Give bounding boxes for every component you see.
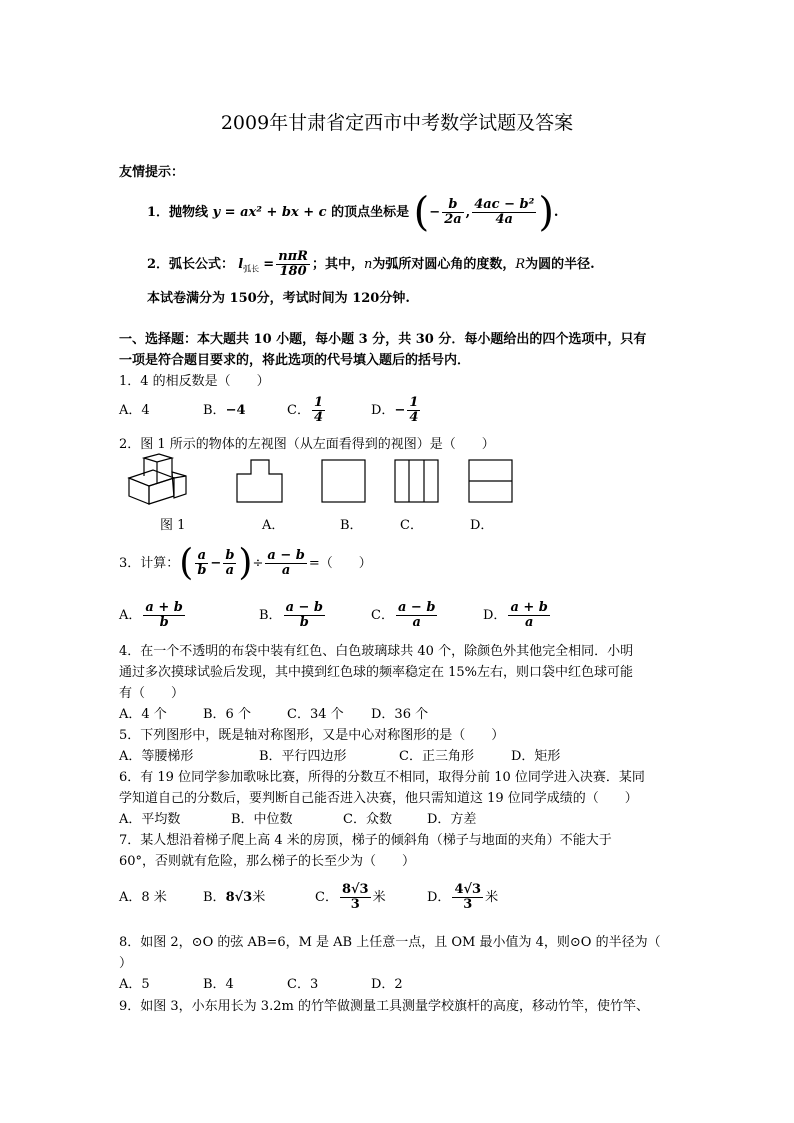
q3-div: ÷ xyxy=(252,556,264,571)
q3-frac-3 xyxy=(265,549,306,579)
tip2-n: n xyxy=(363,257,373,272)
q6-option-b: B．中位数 xyxy=(231,812,293,827)
q3-option-b xyxy=(259,594,327,638)
right-paren: ) xyxy=(538,189,554,236)
q5-option-c: C．正三角形 xyxy=(399,749,474,764)
tip2-R: R xyxy=(515,257,526,272)
option-d-shape xyxy=(469,460,512,502)
frac-denominator: 3 xyxy=(350,897,360,912)
option-unit: 米 xyxy=(485,890,499,905)
frac-numerator: a − b xyxy=(397,599,436,615)
option-label: C． xyxy=(315,890,338,905)
frac-numerator: b xyxy=(225,547,235,563)
q1-options xyxy=(119,390,439,432)
q9-line1: 9．如图 3，小东用长为 3.2m 的竹竿做测量工具测量学校旗杆的高度，移动竹竿，使竹竿、 xyxy=(119,999,649,1014)
option-frac xyxy=(407,396,420,426)
left-paren: ( xyxy=(413,189,430,236)
option-frac xyxy=(312,396,325,426)
option-label: A． xyxy=(119,608,142,623)
frac-denominator: 2a xyxy=(444,212,462,227)
frac-numerator: 4√3 xyxy=(454,881,482,897)
q8-line1: 8．如图 2，⊙O 的弦 AB=6，M 是 AB 上任意一点，且 OM 最小值为 4，则⊙O 的半径为（ xyxy=(119,935,661,950)
q7-option-d xyxy=(427,876,498,920)
frac-numerator: 4ac − b² xyxy=(474,196,535,212)
frac-numerator: a + b xyxy=(145,599,183,615)
q4-option-d: D．36 个 xyxy=(371,707,429,722)
option-b-shape xyxy=(322,460,365,502)
q7-line2: 60°，否则就有危险，那么梯子的长至少为（ ） xyxy=(119,854,416,869)
option-frac xyxy=(340,883,371,913)
q6-option-d: D．方差 xyxy=(427,812,477,827)
tip1-frac-1 xyxy=(442,198,463,228)
option-frac xyxy=(508,601,549,631)
q4-line1: 4．在一个不透明的布袋中装有红色、白色玻璃球共 40 个，除颜色外其他完全相同．小明 xyxy=(119,644,634,659)
option-a-shape xyxy=(237,460,282,502)
option-label: B． xyxy=(259,608,282,623)
frac-denominator: 4a xyxy=(495,212,513,227)
q5-option-a: A．等腰梯形 xyxy=(119,749,194,764)
q2-label-c: C． xyxy=(400,518,423,533)
q1-option-a: A．4 xyxy=(119,403,150,418)
q1-stem: 1．4 的相反数是（ ） xyxy=(119,374,270,389)
option-frac xyxy=(284,601,325,631)
section1-line2: 一项是符合题目要求的，将此选项的代号填入题后的括号内． xyxy=(119,353,471,368)
frac-denominator: b xyxy=(159,615,169,630)
option-frac xyxy=(143,601,184,631)
q8-option-c: C．3 xyxy=(287,977,319,992)
figure-1-solid xyxy=(129,454,186,504)
tip2-l: l xyxy=(238,257,244,272)
q6-line1: 6．有 19 位同学参加歌咏比赛，所得的分数互不相同，取得分前 10 位同学进入决赛．某同 xyxy=(119,770,645,785)
q4-line2: 通过多次摸球试验后发现，其中摸到红色球的频率稳定在 15%左右，则口袋中红色球可能 xyxy=(119,665,634,680)
q3-option-a xyxy=(119,594,187,638)
tip1-frac-2 xyxy=(472,198,536,228)
q7-line1: 7．某人想沿着梯子爬上高 4 米的房顶，梯子的倾斜角（梯子与地面的夹角）不能大于 xyxy=(119,833,612,848)
frac-denominator: 4 xyxy=(409,410,419,425)
right-paren: ) xyxy=(238,542,253,584)
frac-denominator: a xyxy=(225,563,235,578)
option-label: C． xyxy=(287,403,310,418)
q4-option-b: B．6 个 xyxy=(203,707,251,722)
q6-option-a: A．平均数 xyxy=(119,812,181,827)
q2-figures xyxy=(119,452,529,512)
option-c-shape xyxy=(395,460,438,502)
frac-denominator: 4 xyxy=(313,410,323,425)
q7-option-a: A．8 米 xyxy=(119,890,167,905)
option-value: −4 xyxy=(225,403,246,418)
tip1-neg: − xyxy=(429,205,441,220)
option-neg: − xyxy=(394,403,406,418)
frac-numerator: 1 xyxy=(409,394,419,410)
option-label: C． xyxy=(371,608,394,623)
q5-option-d: D．矩形 xyxy=(511,749,561,764)
figure-1-label: 图 1 xyxy=(160,518,186,533)
frac-numerator: 8√3 xyxy=(341,881,369,897)
q2-label-b: B． xyxy=(340,518,363,533)
left-paren: ( xyxy=(179,542,194,584)
q7-option-b xyxy=(203,876,265,920)
frac-denominator: a xyxy=(524,615,534,630)
q3-option-d xyxy=(483,594,552,638)
q8-option-a: A．5 xyxy=(119,977,150,992)
tip2-rest3: 为圆的半径. xyxy=(525,257,595,272)
tip1-formula: y = ax² + bx + c xyxy=(212,205,327,220)
q7-option-c xyxy=(315,876,386,920)
tip2-rest1: ；其中， xyxy=(311,257,364,272)
q6-line2: 学知道自己的分数后，要判断自己能否进入决赛，他只需知道这 19 位同学成绩的（ ） xyxy=(119,791,638,806)
q4-line3: 有（ ） xyxy=(119,686,185,701)
tip2-lead: 2．弧长公式： xyxy=(147,257,235,272)
option-label: D． xyxy=(427,890,451,905)
q3-minus: − xyxy=(210,556,222,571)
option-label: B． xyxy=(203,890,226,905)
q3-frac-1 xyxy=(195,549,208,579)
tip2-sub: 弧长 xyxy=(243,264,260,274)
q3-frac-2 xyxy=(223,549,236,579)
q3-option-c xyxy=(371,594,439,638)
option-label: D． xyxy=(371,403,395,418)
section1-line1: 一、选择题：本大题共 10 小题，每小题 3 分，共 30 分．每小题给出的四个选项中，只有 xyxy=(119,332,647,347)
tip-1 xyxy=(147,188,558,238)
q8-line2: ） xyxy=(119,956,133,971)
q1-option-c xyxy=(287,390,327,432)
frac-numerator: a + b xyxy=(510,599,548,615)
q6-option-c: C．众数 xyxy=(343,812,392,827)
q3-tail: =（ ） xyxy=(308,556,372,571)
tip1-comma: , xyxy=(465,205,471,220)
tip-2: 2．弧长公式： $l_{弧长}$ = $\frac{\text{nπR}}{180}$ ；其中，n为弧所对圆心角的度数，R为圆的半径. xyxy=(147,248,595,279)
q1-option-d xyxy=(371,390,422,432)
q1-option-b xyxy=(203,390,246,432)
tips-heading: 友情提示： xyxy=(119,165,185,180)
frac-numerator: 1 xyxy=(313,394,323,410)
document-title: 2009年甘肃省定西市中考数学试题及答案 xyxy=(220,112,574,134)
q8-option-b: B．4 xyxy=(203,977,234,992)
q2-label-d: D． xyxy=(470,518,494,533)
option-value: 8√3 xyxy=(225,890,253,905)
q7-options xyxy=(119,876,519,920)
q3-lead: 3．计算： xyxy=(119,556,180,571)
frac-denominator: a xyxy=(281,563,291,578)
option-unit: 米 xyxy=(252,890,266,905)
frac-denominator: 180 xyxy=(279,264,307,279)
frac-numerator: a − b xyxy=(285,599,324,615)
frac-denominator: b xyxy=(299,615,309,630)
frac-numerator: a − b xyxy=(267,547,305,563)
q2-stem: 2．图 1 所示的物体的左视图（从左面看得到的视图）是（ ） xyxy=(119,437,495,452)
q3-stem xyxy=(119,541,372,587)
option-frac xyxy=(452,883,483,913)
q3-options xyxy=(119,594,559,638)
q5-stem: 5．下列图形中，既是轴对称图形，又是中心对称图形的是（ ） xyxy=(119,728,505,743)
frac-numerator: nπR xyxy=(278,248,308,264)
q2-label-a: A． xyxy=(262,518,285,533)
q4-option-c: C．34 个 xyxy=(287,707,344,722)
option-label: B． xyxy=(203,403,226,418)
q4-option-a: A．4 个 xyxy=(119,707,167,722)
tip1-lead: 1．抛物线 xyxy=(147,205,209,220)
frac-denominator: a xyxy=(412,615,421,630)
q8-option-d: D．2 xyxy=(371,977,403,992)
frac-numerator: b xyxy=(442,198,463,213)
frac-denominator: 3 xyxy=(463,897,473,912)
tip1-mid: 的顶点坐标是 xyxy=(331,205,410,220)
option-label: D． xyxy=(483,608,507,623)
tip2-rest2: 为弧所对圆心角的度数， xyxy=(372,257,516,272)
q5-option-b: B．平行四边形 xyxy=(259,749,347,764)
option-unit: 米 xyxy=(372,890,386,905)
exam-note: 本试卷满分为 150分，考试时间为 120分钟. xyxy=(147,291,410,306)
option-frac xyxy=(396,601,437,631)
tip1-end: . xyxy=(553,205,559,220)
tip2-frac xyxy=(276,250,310,280)
frac-denominator: b xyxy=(197,563,207,578)
frac-numerator: a xyxy=(195,549,208,564)
